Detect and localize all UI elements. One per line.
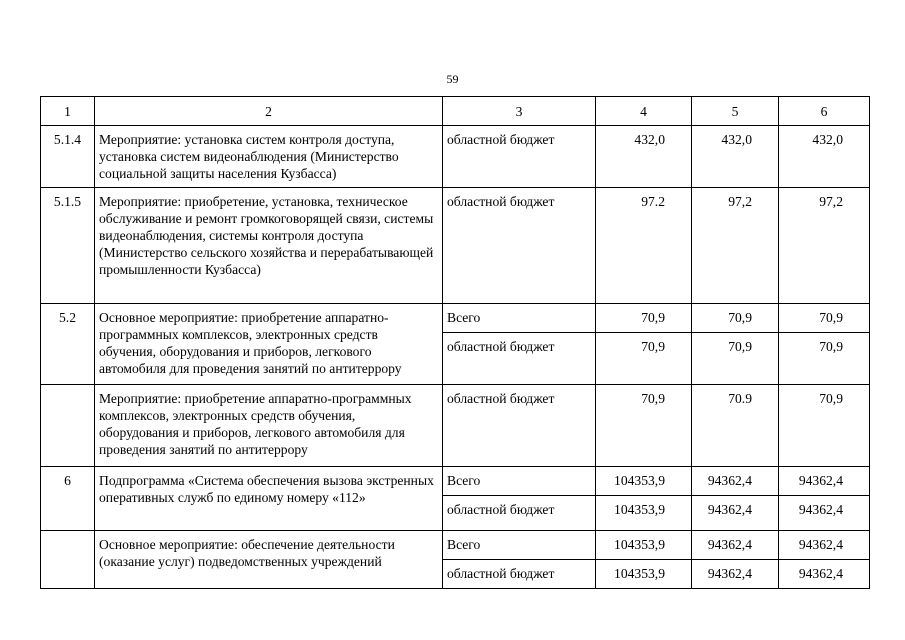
row-name: Основное мероприятие: обеспечение деятельности (оказание услуг) подведомственных учреждений (95, 531, 443, 589)
row-name: Основное мероприятие: приобретение аппаратно-программных комплексов, электронных средств обучения, оборудования и приборов, легкового автомобиля для проведения занятий по антитеррору (95, 304, 443, 385)
row-number: 5.1.5 (41, 188, 95, 304)
value-col4: 104353,9 (596, 560, 692, 589)
funding-source: областной бюджет (443, 126, 596, 188)
value-col4: 70,9 (596, 304, 692, 333)
value-col5: 97,2 (692, 188, 779, 304)
page-number: 59 (446, 72, 459, 86)
value-col6: 70,9 (779, 385, 870, 467)
funding-source: Всего (443, 304, 596, 333)
table-row (41, 304, 870, 333)
value-col4: 104353,9 (596, 496, 692, 531)
row-number: 6 (41, 467, 95, 531)
table-row (41, 467, 870, 496)
value-col4: 70,9 (596, 385, 692, 467)
value-col6: 94362,4 (779, 467, 870, 496)
funding-source: областной бюджет (443, 496, 596, 531)
value-col4: 104353,9 (596, 467, 692, 496)
row-name: Мероприятие: приобретение аппаратно-программных комплексов, электронных средств обучения, оборудования и приборов, легкового автомобиля для проведения занятий по антитеррору (95, 385, 443, 467)
value-col5: 70.9 (692, 385, 779, 467)
value-col5: 94362,4 (692, 496, 779, 531)
table-row (41, 385, 870, 467)
value-col6: 70,9 (779, 333, 870, 385)
row-number: 5.2 (41, 304, 95, 385)
value-col6: 94362,4 (779, 496, 870, 531)
funding-source: областной бюджет (443, 385, 596, 467)
budget-table (40, 96, 870, 589)
column-header: 2 (95, 97, 443, 126)
value-col5: 94362,4 (692, 531, 779, 560)
value-col6: 97,2 (779, 188, 870, 304)
row-name: Мероприятие: приобретение, установка, техническое обслуживание и ремонт громкоговорящей связи, системы видеонаблюдения, системы контроля доступа (Министерство сельского хозяйства и перерабатывающей промышленности Кузбасса) (95, 188, 443, 304)
value-col5: 432,0 (692, 126, 779, 188)
row-number: 5.1.4 (41, 126, 95, 188)
value-col6: 94362,4 (779, 531, 870, 560)
funding-source: областной бюджет (443, 188, 596, 304)
table-row (41, 188, 870, 304)
table-row (41, 126, 870, 188)
value-col5: 70,9 (692, 333, 779, 385)
column-header: 1 (41, 97, 95, 126)
value-col6: 70,9 (779, 304, 870, 333)
row-name: Подпрограмма «Система обеспечения вызова экстренных оперативных служб по единому номеру «112» (95, 467, 443, 531)
funding-source: Всего (443, 467, 596, 496)
row-name: Мероприятие: установка систем контроля доступа, установка систем видеонаблюдения (Министерство социальной защиты населения Кузбасса) (95, 126, 443, 188)
value-col4: 432,0 (596, 126, 692, 188)
column-header: 5 (692, 97, 779, 126)
value-col4: 70,9 (596, 333, 692, 385)
table-header-row (41, 97, 870, 126)
row-number (41, 385, 95, 467)
funding-source: областной бюджет (443, 560, 596, 589)
row-number (41, 531, 95, 589)
column-header: 4 (596, 97, 692, 126)
value-col4: 104353,9 (596, 531, 692, 560)
value-col5: 94362,4 (692, 560, 779, 589)
value-col5: 94362,4 (692, 467, 779, 496)
column-header: 3 (443, 97, 596, 126)
value-col6: 432,0 (779, 126, 870, 188)
value-col6: 94362,4 (779, 560, 870, 589)
value-col4: 97.2 (596, 188, 692, 304)
table-row (41, 531, 870, 560)
funding-source: Всего (443, 531, 596, 560)
value-col5: 70,9 (692, 304, 779, 333)
funding-source: областной бюджет (443, 333, 596, 385)
column-header: 6 (779, 97, 870, 126)
